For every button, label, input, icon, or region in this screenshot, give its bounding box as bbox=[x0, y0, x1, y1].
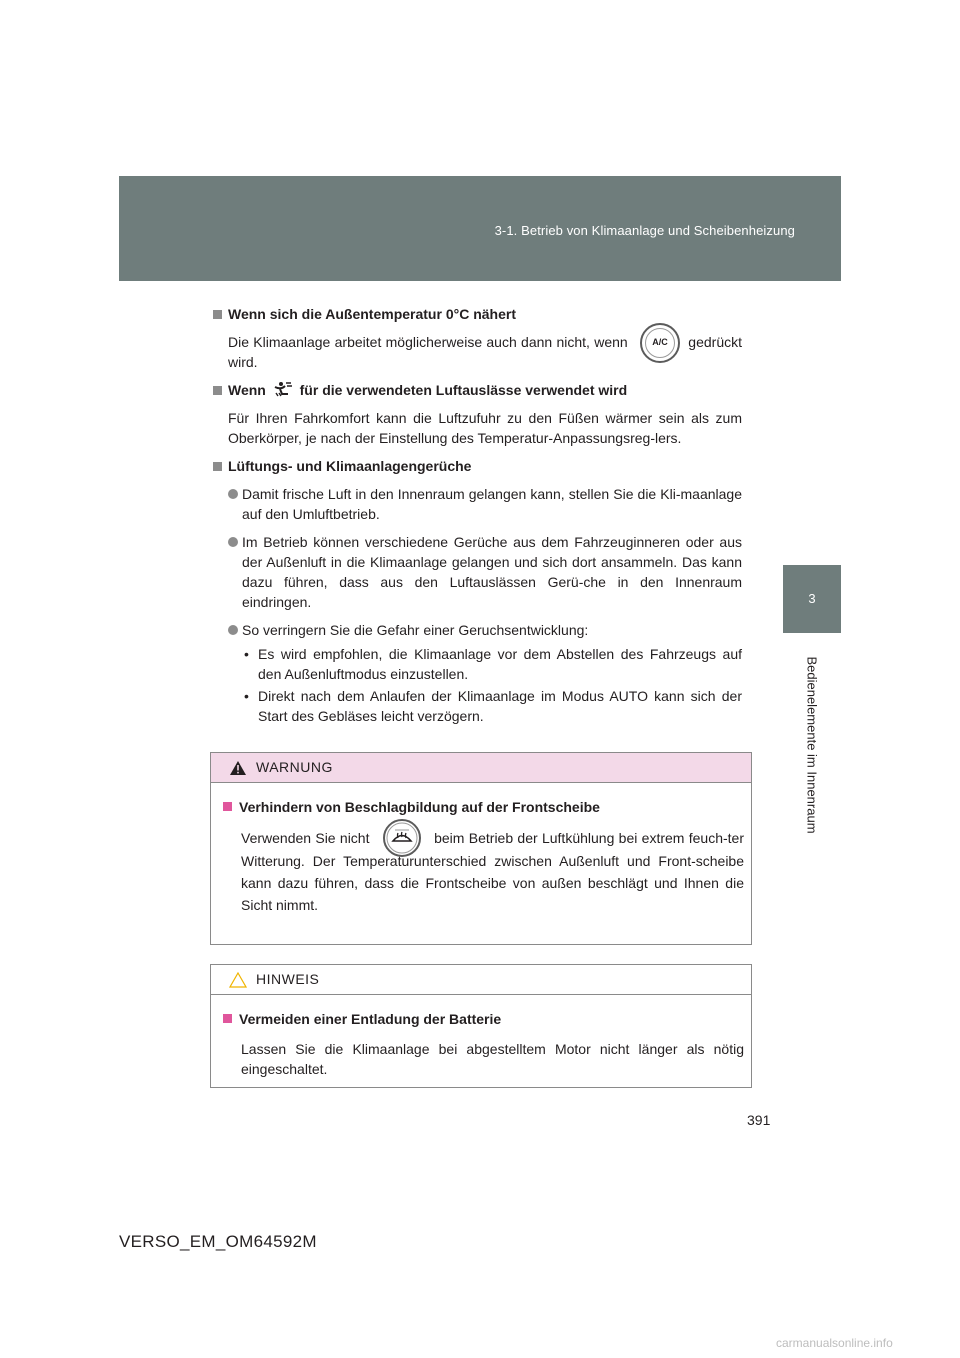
warning-box bbox=[210, 752, 752, 945]
bullet-item: So verringern Sie die Gefahr einer Geruchsentwicklung: bbox=[228, 620, 742, 640]
ac-button-label: A/C bbox=[652, 337, 668, 348]
bullet-item: Im Betrieb können verschiedene Gerüche aus dem Fahrzeuginneren oder aus der Außenluft in die Klimaanlage gelangen und sich dort ansammeln. Das kann dazu führen, dass aus den Luftauslässen Gerü-che in den Innenraum eindringen. bbox=[228, 532, 742, 612]
para-text: Die Klimaanlage arbeitet möglicherweise auch dann nicht, wenn bbox=[228, 334, 628, 350]
notice-title: HINWEIS bbox=[256, 971, 320, 987]
sub-bullet-item: • Es wird empfohlen, die Klimaanlage vor dem Abstellen des Fahrzeugs auf den Außenluftmodus einzustellen. bbox=[242, 644, 742, 684]
warning-text bbox=[241, 827, 744, 916]
para-air-outlets: Für Ihren Fahrkomfort kann die Luftzufuhr zu den Füßen wärmer sein als zum Oberkörper, je nach der Einstellung des Temperatur-Anpassungsreg-lers. bbox=[228, 410, 742, 446]
warning-triangle-icon bbox=[229, 760, 247, 776]
heading-text: für die verwendeten Luftauslässe verwendet wird bbox=[299, 382, 628, 398]
header-band bbox=[119, 176, 841, 281]
heading-text: Wenn bbox=[228, 382, 266, 398]
watermark: carmanualsonline.info bbox=[776, 1336, 893, 1350]
bullet-item: Damit frische Luft in den Innenraum gelangen kann, stellen Sie die Kli-maanlage auf den Umluftbetrieb. bbox=[228, 484, 742, 524]
warning-text-start: Verwenden Sie nicht bbox=[241, 830, 370, 846]
heading-air-outlets bbox=[212, 380, 742, 400]
ac-button-icon bbox=[640, 323, 680, 363]
warning-title: WARNUNG bbox=[256, 759, 333, 775]
section-title: 3-1. Betrieb von Klimaanlage und Scheibenheizung bbox=[494, 223, 795, 238]
main-content bbox=[212, 304, 742, 728]
heading-odors: Lüftungs- und Klimaanlagengerüche bbox=[212, 456, 742, 476]
notice-text: Lassen Sie die Klimaanlage bei abgestelltem Motor nicht länger als nötig eingeschaltet. bbox=[241, 1041, 744, 1077]
airflow-mode-icon bbox=[272, 381, 294, 397]
warning-header bbox=[211, 753, 751, 783]
para-text: gedrückt wird. bbox=[228, 334, 742, 370]
warning-body bbox=[211, 783, 751, 926]
page-number: 391 bbox=[747, 1112, 771, 1128]
warning-heading: Verhindern von Beschlagbildung auf der Frontscheibe bbox=[223, 797, 744, 817]
notice-heading: Vermeiden einer Entladung der Batterie bbox=[223, 1009, 744, 1029]
notice-triangle-icon bbox=[229, 972, 247, 988]
notice-body bbox=[211, 995, 751, 1089]
chapter-number: 3 bbox=[808, 591, 816, 606]
notice-header bbox=[211, 965, 751, 995]
notice-box bbox=[210, 964, 752, 1088]
document-code: VERSO_EM_OM64592M bbox=[119, 1232, 317, 1251]
heading-outside-temp: Wenn sich die Außentemperatur 0°C nähert bbox=[212, 304, 742, 324]
warning-text-end: beim Betrieb der Luftkühlung bei extrem feuch-ter Witterung. Der Temperaturunterschied zwischen Außenluft und Front-scheibe kann dazu führen, dass die Frontscheibe von außen beschlägt und Ihnen die Sicht nimmt. bbox=[241, 830, 745, 914]
para-outside-temp bbox=[228, 332, 742, 372]
chapter-tab bbox=[783, 565, 841, 633]
chapter-label: Bedienelemente im Innenraum bbox=[804, 656, 820, 834]
sub-bullet-item: • Direkt nach dem Anlaufen der Klimaanlage im Modus AUTO kann sich der Start des Gebläses leicht verzögern. bbox=[242, 686, 742, 726]
